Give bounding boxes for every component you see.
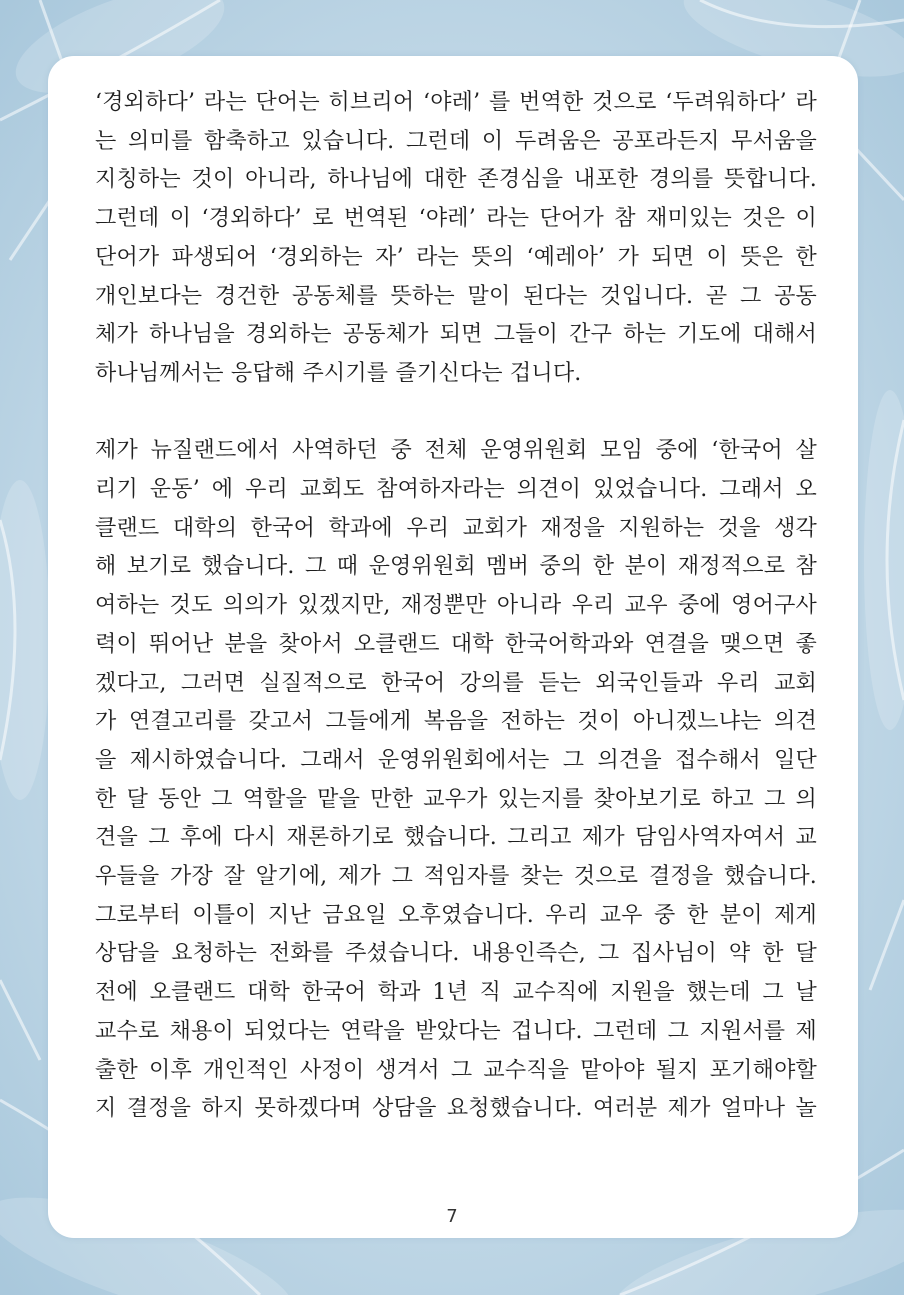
text-line: 그런데 이 ‘경외하다’ 로 번역된 ‘야레’ 라는 단어가 참 재미있는 것은 이 [95,206,817,232]
paragraph-2 [95,432,817,1129]
text-line: 단어가 파생되어 ‘경외하는 자’ 라는 뜻의 ‘예레아’ 가 되면 이 뜻은 한 [95,244,817,270]
body-text [95,84,817,1129]
text-line: 한 달 동안 그 역할을 맡을 만한 교우가 있는지를 찾아보기로 하고 그 의 [95,786,817,812]
text-line: 지칭하는 것이 아니라, 하나님에 대한 존경심을 내포한 경의를 뜻합니다. [95,167,817,193]
text-line: ‘경외하다’ 라는 단어는 히브리어 ‘야레’ 를 번역한 것으로 ‘두려워하다’ 라 [95,90,817,115]
text-line: 력이 뛰어난 분을 찾아서 오클랜드 대학 한국어학과와 연결을 맺으면 좋 [95,631,817,657]
text-line: 우들을 가장 잘 알기에, 제가 그 적임자를 찾는 것으로 결정을 했습니다. [95,864,817,890]
text-line: 지 결정을 하지 못하겠다며 상담을 요청했습니다. 여러분 제가 얼마나 놀 [95,1096,817,1122]
text-line: 견을 그 후에 다시 재론하기로 했습니다. 그리고 제가 담임사역자여서 교 [95,825,817,851]
text-line: 해 보기로 했습니다. 그 때 운영위원회 멤버 중의 한 분이 재정적으로 참 [95,554,817,580]
text-line: 출한 이후 개인적인 사정이 생겨서 그 교수직을 맡아야 될지 포기해야할 [95,1057,817,1083]
text-line: 클랜드 대학의 한국어 학과에 우리 교회가 재정을 지원하는 것을 생각 [95,515,817,541]
text-line: 겠다고, 그러면 실질적으로 한국어 강의를 듣는 외국인들과 우리 교회 [95,670,817,696]
text-line: 리기 운동’ 에 우리 교회도 참여하자라는 의견이 있었습니다. 그래서 오 [95,477,817,503]
text-line: 제가 뉴질랜드에서 사역하던 중 전체 운영위원회 모임 중에 ‘한국어 살 [95,438,817,464]
page-number: 7 [446,1206,458,1227]
text-line: 교수로 채용이 되었다는 연락을 받았다는 겁니다. 그런데 그 지원서를 제 [95,1018,817,1044]
text-line: 상담을 요청하는 전화를 주셨습니다. 내용인즉슨, 그 집사님이 약 한 달 [95,941,817,967]
text-line: 는 의미를 함축하고 있습니다. 그런데 이 두려움은 공포라든지 무서움을 [95,128,817,154]
text-line: 체가 하나님을 경외하는 공동체가 되면 그들이 간구 하는 기도에 대해서 [95,322,817,348]
text-line: 그로부터 이틀이 지난 금요일 오후였습니다. 우리 교우 중 한 분이 제게 [95,902,817,928]
paragraph-1 [95,84,817,394]
text-line: 여하는 것도 의의가 있겠지만, 재정뿐만 아니라 우리 교우 중에 영어구사 [95,593,817,619]
text-line: 개인보다는 경건한 공동체를 뜻하는 말이 된다는 것입니다. 곧 그 공동 [95,283,817,309]
text-line: 을 제시하였습니다. 그래서 운영위원회에서는 그 의견을 접수해서 일단 [95,747,817,773]
text-line: 가 연결고리를 갖고서 그들에게 복음을 전하는 것이 아니겠느냐는 의견 [95,709,817,735]
text-line: 전에 오클랜드 대학 한국어 학과 1년 직 교수직에 지원을 했는데 그 날 [95,980,817,1006]
text-line: 하나님께서는 응답해 주시기를 즐기신다는 겁니다. [95,360,582,386]
